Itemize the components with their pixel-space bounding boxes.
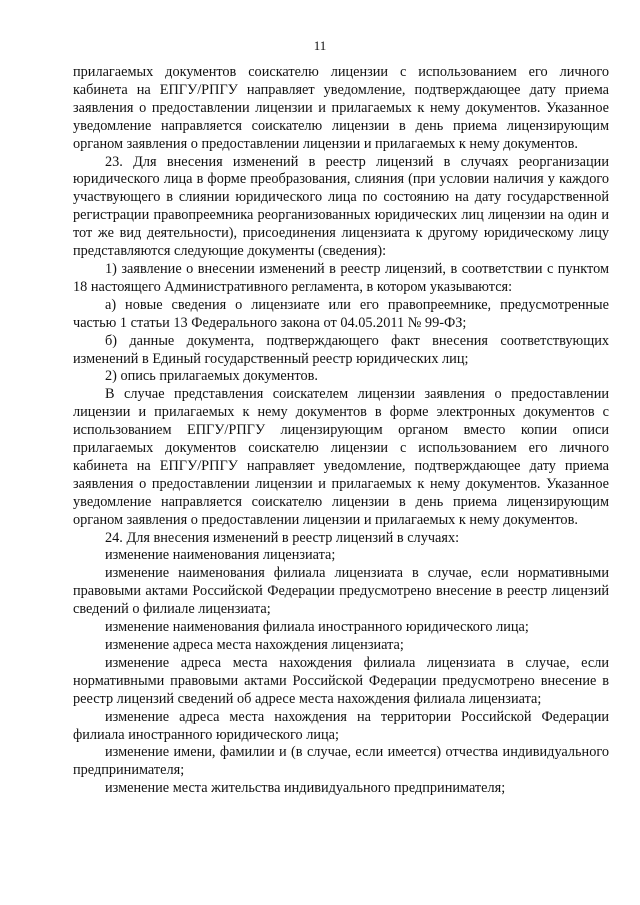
paragraph-subitem-a: а) новые сведения о лицензиате или его правопреемнике, предусмотренные частью 1 статьи 13 Федерального закона от 04.05.2011 № 99-ФЗ; [73,296,609,331]
list-item-foreign-branch-address-change: изменение адреса места нахождения на территории Российской Федерации филиала иностранного юридического лица; [73,708,609,743]
paragraph-clause-24: 24. Для внесения изменений в реестр лицензий в случаях: [105,529,460,546]
list-item-address-change: изменение адреса места нахождения лицензиата; [105,637,404,653]
paragraph-item-2: 2) опись прилагаемых документов. [105,368,318,385]
paragraph-subitem-b: б) данные документа, подтверждающего факт внесения соответствующих изменений в Единый государственный реестр юридических лиц; [73,332,609,367]
paragraph-continuation: прилагаемых документов соискателю лицензии с использованием его личного кабинета на ЕПГУ/РПГУ направляет уведомление, подтверждающее дату приема заявления о предоставлении лицензии и прилагаемых к нему документов. Указанное уведомление направляется соискателю лицензии в день приема лицензирующим органом заявления о предоставлении лицензии и прилагаемых к нему документов. [73,64,609,152]
paragraph-electronic-submission: В случае представления соискателем лицензии заявления о предоставлении лицензии и прилагаемых к нему документов в форме электронных документов с использованием ЕПГУ/РПГУ лицензирующим органом вместо копии описи прилагаемых документов соискателю лицензии с использованием его личного кабинета на ЕПГУ/РПГУ направляет уведомление, подтверждающее дату приема заявления о предоставлении лицензии и прилагаемых к нему документов. Указанное уведомление направляется соискателю лицензии в день приема лицензирующим органом заявления о предоставлении лицензии и прилагаемых к нему документов. [73,386,609,528]
list-item-entrepreneur-name-change: изменение имени, фамилии и (в случае, если имеется) отчества индивидуального предпринимателя; [73,744,609,779]
list-item-branch-address-change: изменение адреса места нахождения филиала лицензиата в случае, если нормативными правовыми актами Российской Федерации предусмотрено внесение в реестр лицензий сведений об адресе места нахождения филиала лицензиата; [73,654,609,707]
list-item-foreign-branch-name-change: изменение наименования филиала иностранного юридического лица; [105,619,529,636]
list-item-branch-name-change: изменение наименования филиала лицензиата в случае, если нормативными правовыми актами Российской Федерации предусмотрено внесение в реестр лицензий сведений о филиале лицензиата; [73,565,609,618]
page-number: 11 [313,38,327,53]
list-item-entrepreneur-residence-change: изменение места жительства индивидуального предпринимателя; [105,780,506,797]
paragraph-item-1: 1) заявление о внесении изменений в реестр лицензий, в соответствии с пунктом 18 настоящего Административного регламента, в котором указываются: [73,260,609,295]
paragraph-clause-23: 23. Для внесения изменений в реестр лицензий в случаях реорганизации юридического лица в форме преобразования, слияния (при условии наличия у каждого участвующего в слиянии юридического лица по состоянию на дату государственной регистрации правопреемника реорганизованных юридических лиц лицензии на один и тот же вид деятельности), присоединения лицензиата к другому юридическому лицу представляются следующие документы (сведения): [73,153,609,260]
document-body [73,64,609,798]
list-item-name-change: изменение наименования лицензиата; [105,547,336,564]
